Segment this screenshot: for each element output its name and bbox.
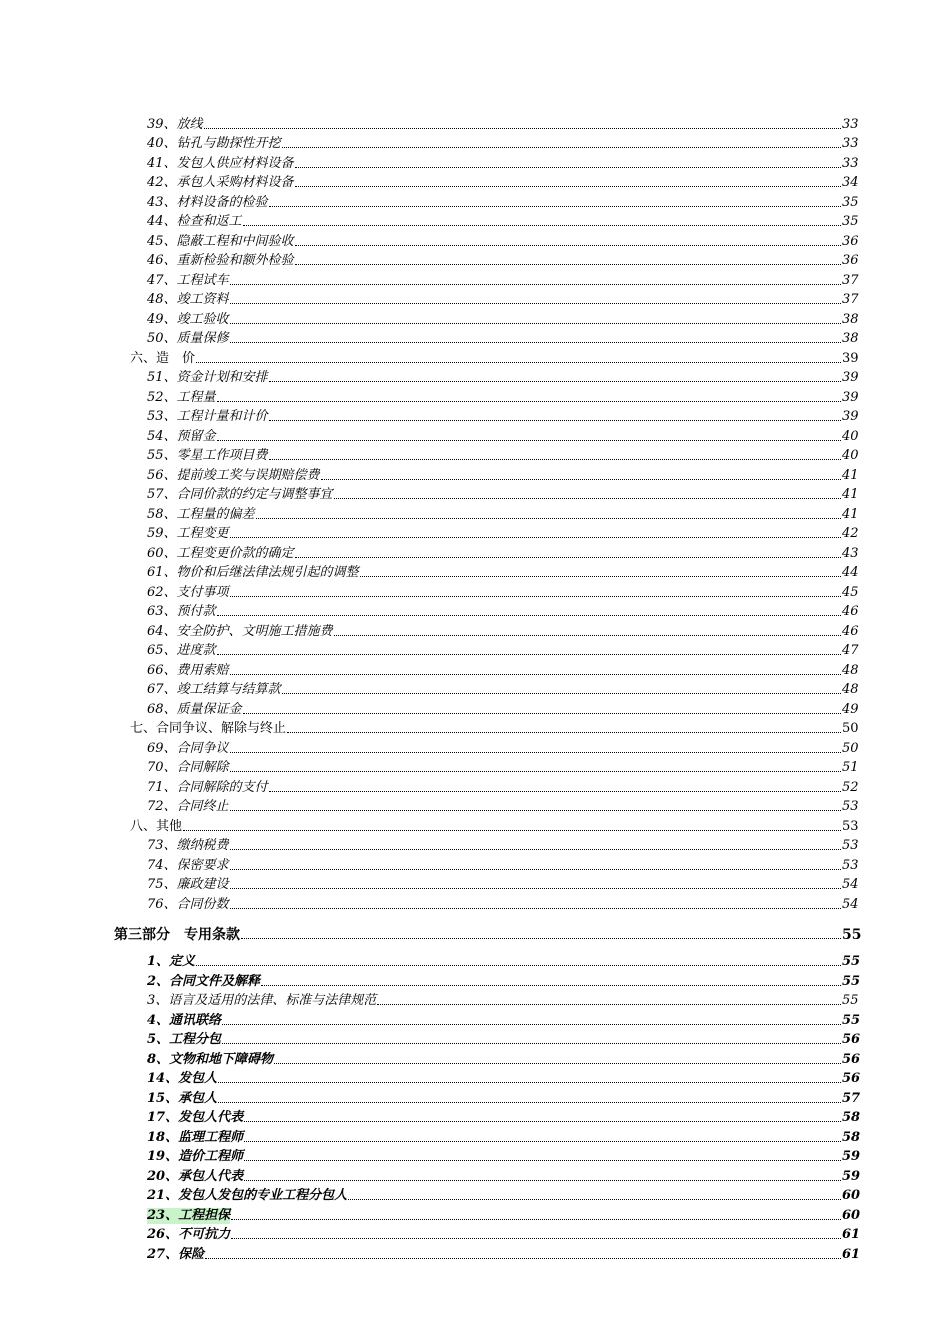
toc-entry-page: 53	[842, 838, 859, 853]
toc-entry[interactable]	[0, 425, 950, 445]
toc-section-page: 50	[842, 721, 859, 736]
toc-section-label: 八、其他	[130, 818, 183, 834]
toc-entry[interactable]	[0, 250, 950, 270]
toc-entry[interactable]	[0, 542, 950, 562]
toc-entry[interactable]	[0, 133, 950, 153]
toc-entry-label: 54、预留金	[147, 428, 216, 444]
toc-entry[interactable]	[0, 328, 950, 348]
toc-entry[interactable]	[0, 1146, 950, 1166]
toc-entry-page: 42	[842, 526, 859, 541]
dot-leader	[295, 264, 841, 265]
dot-leader	[230, 869, 841, 870]
dot-leader	[205, 1258, 841, 1259]
toc-entry-label: 48、竣工资料	[147, 292, 229, 307]
toc-entry-page: 51	[842, 760, 859, 775]
toc-entry[interactable]	[0, 308, 950, 328]
toc-entry-label: 67、竣工结算与结算款	[147, 682, 281, 697]
toc-entry-page: 55	[842, 973, 861, 989]
dot-leader	[230, 674, 841, 675]
toc-entry-label: 52、工程量	[147, 389, 216, 405]
toc-entry-page: 40	[842, 448, 859, 463]
toc-entry-label: 65、进度款	[147, 643, 216, 658]
toc-section-label: 七、合同争议、解除与终止	[130, 721, 287, 736]
toc-entry[interactable]	[0, 289, 950, 309]
toc-entry-label: 41、发包人供应材料设备	[147, 155, 294, 171]
dot-leader	[244, 1121, 841, 1122]
toc-entry-label: 26、不可抗力	[147, 1227, 231, 1242]
toc-entry-label: 72、合同终止	[147, 799, 229, 814]
toc-entry-page: 38	[842, 311, 859, 327]
dot-leader	[269, 206, 841, 207]
toc-entry-page: 36	[842, 233, 859, 249]
toc-entry-label: 49、竣工验收	[147, 311, 229, 327]
toc-entry-label: 66、费用索赔	[147, 662, 229, 678]
dot-leader	[230, 771, 841, 772]
dot-leader	[241, 938, 841, 939]
dot-leader	[218, 1102, 841, 1103]
toc-entry-page: 55	[842, 954, 861, 969]
dot-leader	[230, 596, 841, 597]
dot-leader	[295, 167, 841, 168]
dot-leader	[183, 830, 841, 831]
toc-entry-page: 41	[842, 506, 859, 522]
toc-entry-page: 49	[842, 701, 859, 717]
dot-leader	[295, 557, 841, 558]
toc-entry-page: 54	[842, 877, 859, 892]
toc-entry-label: 27、保险	[147, 1246, 205, 1262]
toc-part-page: 55	[842, 926, 862, 943]
toc-entry-label: 3、语言及适用的法律、标准与法律规范	[147, 993, 377, 1008]
toc-entry-label: 40、钻孔与勘探性开挖	[147, 136, 281, 151]
toc-entry[interactable]	[0, 620, 950, 640]
dot-leader	[231, 1219, 841, 1220]
toc-entry-label: 17、发包人代表	[147, 1110, 244, 1125]
toc-entry[interactable]	[0, 386, 950, 406]
toc-entry-label: 1、定义	[147, 954, 196, 969]
toc-entry[interactable]	[0, 113, 950, 133]
toc-entry-label: 64、安全防护、文明施工措施费	[147, 623, 333, 639]
toc-entry-label: 61、物价和后继法律法规引起的调整	[147, 565, 359, 580]
toc-entry-page: 36	[842, 253, 859, 268]
dot-leader	[243, 225, 841, 226]
toc-entry-label: 39、放线	[147, 116, 203, 132]
toc-entry[interactable]	[0, 776, 950, 796]
toc-entry-page: 41	[842, 467, 859, 483]
toc-entry[interactable]	[0, 679, 950, 699]
dot-leader	[274, 1063, 841, 1064]
dot-leader	[218, 1082, 841, 1083]
toc-entry[interactable]	[0, 406, 950, 426]
toc-entry-label: 53、工程计量和计价	[147, 409, 268, 424]
toc-entry-label: 51、资金计划和安排	[147, 370, 268, 385]
toc-entry-highlighted[interactable]	[0, 1204, 950, 1224]
toc-entry[interactable]	[0, 601, 950, 621]
toc-entry-label: 42、承包人采购材料设备	[147, 175, 294, 190]
toc-entry-page: 45	[842, 584, 859, 600]
toc-entry[interactable]	[0, 1068, 950, 1088]
toc-entry-page: 56	[842, 1051, 861, 1067]
toc-entry-page: 47	[842, 643, 859, 658]
toc-entry-page: 33	[842, 136, 859, 151]
toc-entry[interactable]	[0, 211, 950, 231]
toc-entry[interactable]	[0, 951, 950, 971]
toc-entry-label: 57、合同价款的约定与调整事宜	[147, 487, 333, 502]
toc-entry[interactable]	[0, 1126, 950, 1146]
toc-entry-page: 38	[842, 331, 859, 346]
dot-leader	[243, 713, 841, 714]
toc-entry[interactable]	[0, 367, 950, 387]
toc-entry-page: 46	[842, 604, 859, 619]
dot-leader	[196, 965, 841, 966]
dot-leader	[204, 128, 841, 129]
toc-entry[interactable]	[0, 523, 950, 543]
dot-leader	[269, 459, 841, 460]
dot-leader	[231, 1238, 841, 1239]
dot-leader	[230, 537, 841, 538]
toc-entry[interactable]	[0, 990, 950, 1010]
toc-entry-page: 53	[842, 799, 859, 814]
toc-entry-page: 58	[842, 1129, 861, 1145]
dot-leader	[244, 1180, 841, 1181]
dot-leader	[230, 810, 841, 811]
toc-entry-label: 69、合同争议	[147, 740, 229, 756]
dot-leader	[269, 381, 841, 382]
dot-leader	[287, 732, 841, 733]
toc-section-6[interactable]	[0, 347, 950, 367]
toc-entry-page: 61	[842, 1246, 861, 1262]
toc-entry[interactable]	[0, 737, 950, 757]
dot-leader	[348, 1199, 841, 1200]
dot-leader	[230, 342, 841, 343]
toc-entry-page: 58	[842, 1110, 861, 1125]
toc-entry-label: 19、造价工程师	[147, 1149, 244, 1164]
toc-entry[interactable]	[0, 562, 950, 582]
toc-section-8[interactable]	[0, 815, 950, 835]
toc-entry-page: 59	[842, 1168, 861, 1184]
toc-entry-page: 41	[842, 487, 859, 502]
dot-leader	[217, 654, 841, 655]
dot-leader	[222, 1043, 841, 1044]
toc-entry-page: 54	[842, 896, 859, 912]
dot-leader	[256, 518, 841, 519]
toc-entry-page: 44	[842, 565, 859, 580]
toc-entry[interactable]	[0, 698, 950, 718]
toc-entry-label: 14、发包人	[147, 1071, 218, 1086]
toc-entry-label: 60、工程变更价款的确定	[147, 545, 294, 561]
toc-entry[interactable]	[0, 484, 950, 504]
toc-entry-page: 48	[842, 682, 859, 697]
table-of-contents	[0, 113, 950, 1263]
dot-leader	[222, 1024, 841, 1025]
toc-entry[interactable]	[0, 1029, 950, 1049]
dot-leader	[217, 401, 841, 402]
dot-leader	[230, 908, 841, 909]
toc-entry-label: 70、合同解除	[147, 760, 229, 775]
toc-entry[interactable]	[0, 1009, 950, 1029]
toc-entry-label: 20、承包人代表	[147, 1168, 244, 1184]
dot-leader	[321, 479, 841, 480]
toc-entry-label: 44、检查和返工	[147, 214, 242, 229]
toc-section-page: 53	[842, 818, 859, 834]
toc-entry[interactable]	[0, 172, 950, 192]
toc-entry-label: 74、保密要求	[147, 857, 229, 873]
toc-entry-page: 35	[842, 214, 859, 229]
toc-entry-page: 56	[842, 1071, 861, 1086]
dot-leader	[334, 635, 841, 636]
toc-entry-page: 39	[842, 389, 859, 405]
dot-leader	[377, 1004, 841, 1005]
toc-entry-page: 61	[842, 1227, 861, 1242]
toc-entry-page: 33	[842, 116, 859, 132]
toc-entry-page: 50	[842, 740, 859, 756]
toc-entry-page: 52	[842, 779, 859, 795]
toc-entry-label: 62、支付事项	[147, 584, 229, 600]
dot-leader	[295, 186, 841, 187]
dot-leader	[261, 985, 841, 986]
dot-leader	[269, 420, 841, 421]
dot-leader	[230, 284, 841, 285]
toc-entry[interactable]	[0, 640, 950, 660]
toc-entry-label: 58、工程量的偏差	[147, 506, 255, 522]
toc-entry-label: 5、工程分包	[147, 1032, 222, 1047]
dot-leader	[196, 362, 841, 363]
toc-entry-label: 46、重新检验和额外检验	[147, 253, 294, 268]
toc-entry-label: 18、监理工程师	[147, 1129, 244, 1145]
toc-entry-page: 37	[842, 292, 859, 307]
toc-entry-label: 15、承包人	[147, 1090, 218, 1106]
dot-leader	[217, 615, 841, 616]
dot-leader	[230, 323, 841, 324]
toc-entry-label: 68、质量保证金	[147, 701, 242, 717]
toc-entry-page: 59	[842, 1149, 861, 1164]
toc-entry[interactable]	[0, 1048, 950, 1068]
toc-entry-label: 50、质量保修	[147, 331, 229, 346]
dot-leader	[230, 303, 841, 304]
toc-entry-page: 60	[842, 1188, 861, 1203]
toc-entry[interactable]	[0, 152, 950, 172]
toc-entry-page: 57	[842, 1090, 861, 1106]
toc-entry[interactable]	[0, 1243, 950, 1263]
dot-leader	[334, 498, 841, 499]
toc-entry[interactable]	[0, 230, 950, 250]
toc-entry-page: 33	[842, 155, 859, 171]
toc-entry-page: 43	[842, 545, 859, 561]
dot-leader	[295, 245, 841, 246]
toc-entry-label: 23、工程担保	[147, 1207, 231, 1223]
toc-entry-label: 75、廉政建设	[147, 877, 229, 892]
toc-entry-page: 48	[842, 662, 859, 678]
dot-leader	[217, 440, 841, 441]
toc-entry[interactable]	[0, 1107, 950, 1127]
toc-entry[interactable]	[0, 1087, 950, 1107]
toc-entry-page: 55	[842, 993, 859, 1008]
toc-entry[interactable]	[0, 1224, 950, 1244]
toc-entry-label: 8、文物和地下障碍物	[147, 1051, 274, 1067]
toc-entry-label: 4、通讯联络	[147, 1012, 222, 1028]
toc-entry-label: 56、提前竣工奖与误期赔偿费	[147, 467, 320, 483]
toc-entry[interactable]	[0, 269, 950, 289]
toc-entry[interactable]	[0, 659, 950, 679]
toc-entry-page: 37	[842, 272, 859, 288]
toc-entry[interactable]	[0, 1165, 950, 1185]
toc-part-label: 第三部分 专用条款	[114, 926, 240, 943]
dot-leader	[360, 576, 841, 577]
toc-entry[interactable]	[0, 854, 950, 874]
toc-entry[interactable]	[0, 796, 950, 816]
toc-entry-page: 60	[842, 1207, 861, 1223]
toc-entry[interactable]	[0, 757, 950, 777]
toc-entry-page: 55	[842, 1012, 861, 1028]
toc-entry-page: 46	[842, 623, 859, 639]
toc-entry-page: 39	[842, 370, 859, 385]
toc-entry-label: 43、材料设备的检验	[147, 194, 268, 210]
toc-entry-page: 35	[842, 194, 859, 210]
toc-part-3[interactable]	[0, 913, 950, 943]
dot-leader	[230, 849, 841, 850]
toc-entry-label: 59、工程变更	[147, 526, 229, 541]
toc-entry[interactable]	[0, 874, 950, 894]
toc-entry-page: 39	[842, 409, 859, 424]
toc-entry-label: 73、缴纳税费	[147, 838, 229, 853]
toc-section-7[interactable]	[0, 718, 950, 738]
toc-entry-label: 2、合同文件及解释	[147, 973, 261, 989]
toc-entry[interactable]	[0, 581, 950, 601]
dot-leader	[244, 1160, 841, 1161]
toc-section-label: 六、造 价	[130, 350, 196, 366]
dot-leader	[230, 752, 841, 753]
toc-entry-label: 21、发包人发包的专业工程分包人	[147, 1188, 348, 1203]
toc-entry-label: 55、零星工作项目费	[147, 448, 268, 463]
toc-entry-label: 63、预付款	[147, 604, 216, 619]
toc-entry[interactable]	[0, 893, 950, 913]
toc-entry-label: 76、合同份数	[147, 896, 229, 912]
toc-entry[interactable]	[0, 1185, 950, 1205]
dot-leader	[282, 147, 841, 148]
dot-leader	[282, 693, 841, 694]
toc-entry-page: 34	[842, 175, 859, 190]
toc-entry-label: 71、合同解除的支付	[147, 779, 268, 795]
toc-entry[interactable]	[0, 445, 950, 465]
dot-leader	[269, 791, 841, 792]
dot-leader	[230, 888, 841, 889]
toc-entry[interactable]	[0, 970, 950, 990]
toc-entry[interactable]	[0, 464, 950, 484]
toc-entry-page: 56	[842, 1032, 861, 1047]
toc-entry[interactable]	[0, 835, 950, 855]
spacer	[0, 943, 950, 951]
toc-entry-label: 47、工程试车	[147, 272, 229, 288]
dot-leader	[244, 1141, 841, 1142]
toc-entry-page: 53	[842, 857, 859, 873]
toc-section-page: 39	[842, 350, 859, 366]
toc-entry[interactable]	[0, 503, 950, 523]
toc-entry-label: 45、隐蔽工程和中间验收	[147, 233, 294, 249]
toc-entry[interactable]	[0, 191, 950, 211]
toc-entry-page: 40	[842, 428, 859, 444]
